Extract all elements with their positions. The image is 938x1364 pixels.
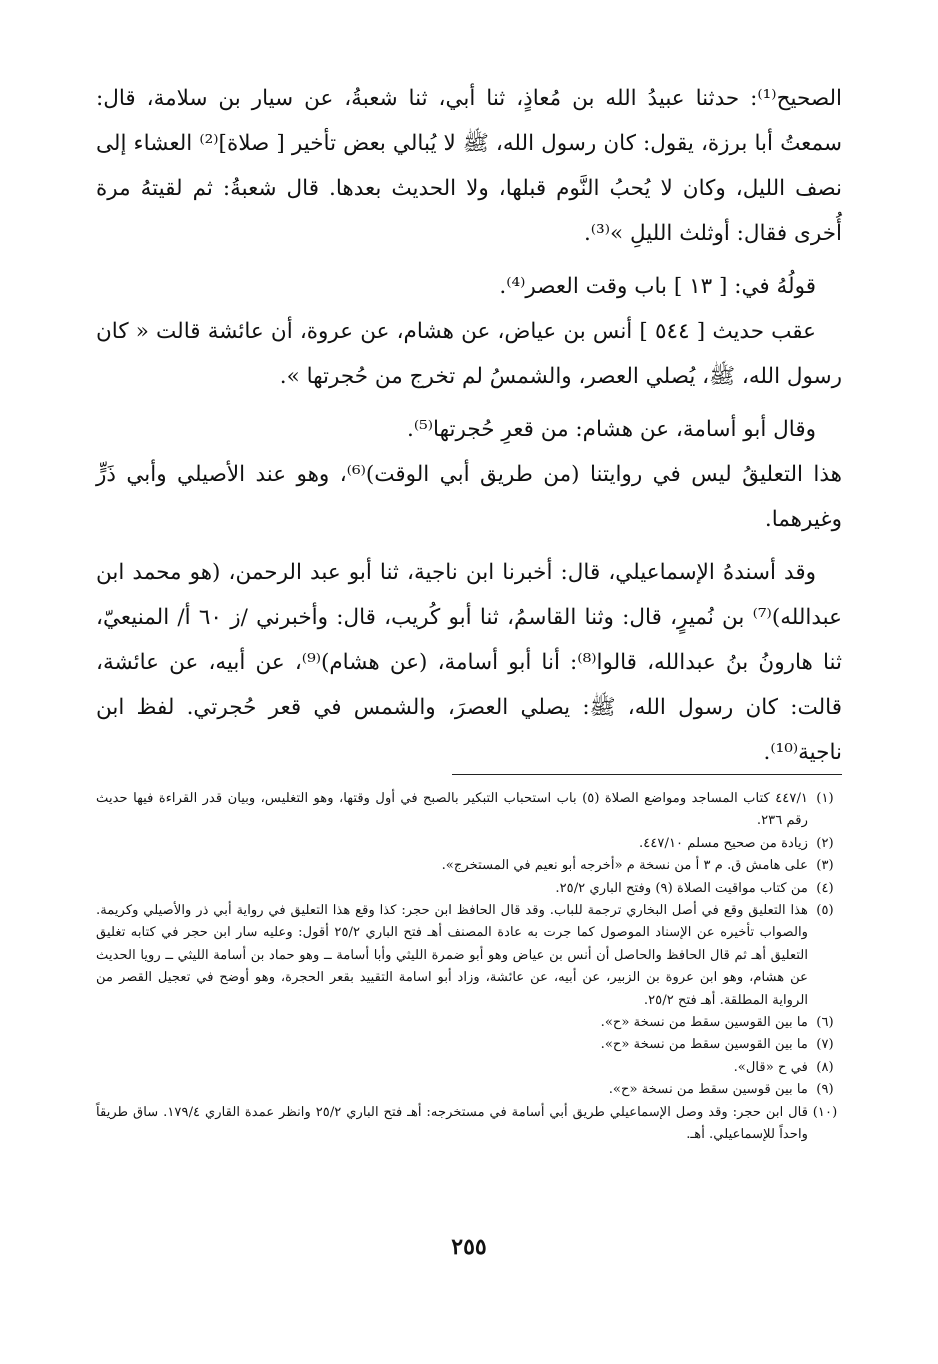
footnote-text: زيادة من صحيح مسلم ٤٤٧/١٠. [639,835,808,851]
footnote-number: (١) [816,791,834,806]
footnote-text: ما بين القوسين سقط من نسخة «ح». [600,1015,808,1031]
footnote-text: هذا التعليق وقع في أصل البخاري ترجمة للباب. وقد قال الحافظ ابن حجر: كذا وقع هذا التعليق في رواية أبي ذر والأصيلي وكريمة. والصواب تأخيره عن الإسناد الموصول كما جرت به عادة المصنف أهـ فتح الباري ٢٥/٢ أقول: وعليه سار ابن حجر في كتابه تغليق التعليق أهـ ثم قال الحافظ والحاصل أن أنس بن عياض وهو أبو ضمرة الليثي وأبا أسامة ــ وهو حماد بن أسامة الليثي ــ رويا الحديث عن هشام، وهو ابن عروة بن الزبير، عن أبيه، عن عائشة، وزاد أبو اسامة التقييد بقعر الحجرة، وهو أوضح في تعجيل القصر من الرواية المطلقة. أهـ فتح ٢٥/٢. [96,903,809,1008]
footnote [96,1012,842,1034]
footnote-number: (٩) [816,1082,834,1098]
footnote-text: على هامش ق. م ٣ أ من نسخة م «أخرجه أبو نعيم في المستخرج». [441,858,808,874]
footnote [96,1057,842,1079]
footnote [96,855,842,877]
footnote [96,1079,842,1101]
footnote [96,1102,842,1147]
footnote [96,788,842,833]
page-number: ٢٥٥ [451,1234,487,1260]
paragraph-chapter-heading: قولُهُ في: [ ١٣ ] باب وقت العصر⁽⁴⁾. [499,274,816,299]
footnote-number: (٣) [816,858,834,874]
footnote-text: ما بين القوسين سقط من نسخة «ح». [600,1037,808,1053]
paragraph-ismaili-isnad: وقد أسندهُ الإسماعيلي، قال: أخبرنا ابن ناجية، ثنا أبو عبد الرحمن، (هو محمد ابن عبدالله)⁽⁷⁾ بن نُميرٍ، قال: وثنا القاسمُ، ثنا أبو كُريب، قال: وأخبرني /ز ٦٠ أ/ المنيعيّ، ثنا هارونُ بنُ عبدالله، قالوا⁽⁸⁾: أنا أبو أسامة، (عن هشام)⁽⁹⁾، عن أبيه، عن عائشة، قالت: كان رسول الله، ﷺ: يصلي العصرَ، والشمس في قعر حُجرتي. لفظ ابن ناجية⁽¹⁰⁾. [96,560,843,765]
footnotes [96,788,842,1147]
footnote [96,1034,842,1056]
footnote [96,833,842,855]
footnote-number: (٥) [816,903,834,919]
footnote-number: (٦) [816,1015,834,1031]
footnote-number: (٧) [816,1037,834,1053]
footnote-number: (٢) [816,835,834,851]
footnote-text: ما بين قوسين سقط من نسخة «ح». [608,1082,808,1098]
footnote-text: في ح «قال». [733,1059,808,1075]
footnote-text: ٤٤٧/١ كتاب المساجد ومواضع الصلاة (٥) باب استحباب التبكير بالصبح في أول وقتها، وهو التغليس، وبيان قدر القراءة فيها حديث رقم ٢٣٦. [96,791,808,829]
main-text [96,76,842,775]
footnote-text: من كتاب مواقيت الصلاة (٩) وفتح الباري ٢٥/٢. [555,880,808,896]
footnote-number: (٤) [816,880,834,896]
paragraph-hadith-544: عقب حديث [ ٥٤٤ ] أنس بن عياض، عن هشام، عن عروة، أن عائشة قالت « كان رسول الله، ﷺ، يُصلي العصر، والشمسُ لم تخرج من حُجرتها ». [96,319,842,389]
footnote [96,878,842,900]
footnote-text: قال ابن حجر: وقد وصل الإسماعيلي طريق أبي أسامة في مستخرجه: أهـ فتح الباري ٢٥/٢ وانظر عمدة القاري ١٧٩/٤. ساق طريقاً واحداً للإسماعيلي. أهـ. [96,1104,808,1143]
footnote-number: (٨) [816,1059,834,1075]
paragraph-taliq-note: هذا التعليقُ ليس في روايتنا (من طريق أبي الوقت)⁽⁶⁾، وهو عند الأصيلي وأبي ذَرٍّ وغيرهما. [96,462,843,532]
footnote [96,900,842,1012]
paragraph-hadith-abu-barzah: الصحيح⁽¹⁾: حدثنا عبيدُ الله بن مُعاذٍ، ثنا أبي، ثنا شعبةُ، عن سيار بن سلامة، قال: سمعتُ أبا برزة، يقول: كان رسول الله، ﷺ لا يُبالي بعض تأخير [ صلاة]⁽²⁾ العشاء إلى نصف الليل، وكان لا يُحبُ النَّوم قبلها، ولا الحديث بعدها. قال شعبةُ: ثم لقيتهُ مرة أُخرى فقال: أوثلث الليلِ »⁽³⁾. [96,86,842,246]
footnote-number: (١٠) [812,1104,838,1120]
paragraph-abu-usamah: وقال أبو أسامة، عن هشام: من قعرِ حُجرتها⁽⁵⁾. [407,417,816,442]
footnote-divider [452,774,842,775]
